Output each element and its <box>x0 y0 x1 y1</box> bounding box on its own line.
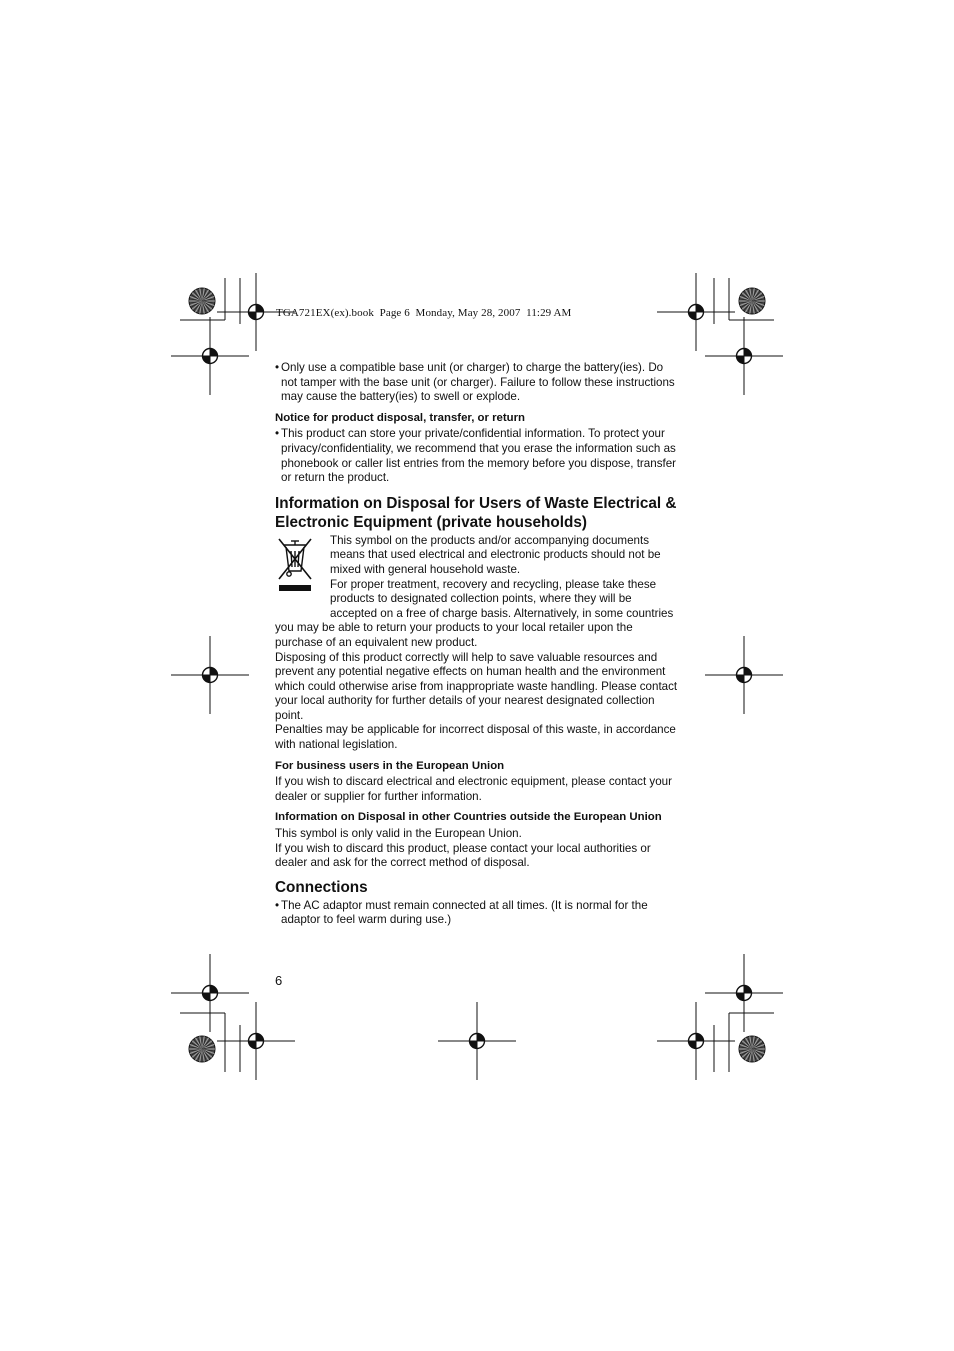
registration-target-mark <box>705 636 783 714</box>
connections-text: • The AC adaptor must remain connected at all times. (It is normal for the adaptor to feel warm during use.) <box>275 899 680 928</box>
weee-paragraph-3: Disposing of this product correctly will help to save valuable resources and prevent any potential negative effects on human health and the environment which could otherwise arise from inappropriate waste handling. Please contact your local authority for further details of your nearest designated collection point. <box>275 650 678 722</box>
registration-target-mark <box>171 954 249 1032</box>
registration-target-mark <box>171 317 249 395</box>
color-starburst-mark <box>739 1036 765 1062</box>
color-starburst-mark <box>189 288 215 314</box>
business-users-heading: For business users in the European Union <box>275 759 505 772</box>
book-header-info: TGA721EX(ex).book Page 6 Monday, May 28, 2007 11:29 AM <box>276 307 572 319</box>
manual-page-content <box>275 361 680 928</box>
color-starburst-mark <box>189 1036 215 1062</box>
registration-target-mark <box>657 273 735 351</box>
disposal-transfer-heading: Notice for product disposal, transfer, or return <box>275 411 525 424</box>
registration-target-mark <box>171 636 249 714</box>
disposal-transfer-text: • This product can store your private/confidential information. To protect your privacy/confidentiality, we recommend that you erase the information such as phonebook or caller list entries from the memory before you dispose, transfer or return the product. <box>275 427 680 485</box>
crossed-out-wheeled-bin-icon <box>275 533 330 607</box>
outside-eu-text-2: If you wish to discard this product, please contact your local authorities or dealer and ask for the correct method of disposal. <box>275 841 651 870</box>
registration-target-mark <box>657 1002 735 1080</box>
page-number: 6 <box>275 973 283 988</box>
weee-heading: Information on Disposal for Users of Waste Electrical & Electronic Equipment (private households) <box>275 494 677 531</box>
outside-eu-text-1: This symbol is only valid in the European Union. <box>275 827 522 841</box>
registration-target-mark <box>217 1002 295 1080</box>
registration-target-mark <box>705 317 783 395</box>
weee-paragraph-4: Penalties may be applicable for incorrect disposal of this waste, in accordance with national legislation. <box>275 723 676 752</box>
registration-target-mark <box>705 954 783 1032</box>
outside-eu-heading: Information on Disposal in other Countries outside the European Union <box>275 811 662 824</box>
business-users-text: If you wish to discard electrical and electronic equipment, please contact your dealer or supplier for further information. <box>275 775 672 803</box>
connections-heading: Connections <box>275 878 368 896</box>
registration-target-mark <box>438 1002 516 1080</box>
weee-paragraph-1: This symbol on the products and/or accompanying documents means that used electrical and electronic products should not be mixed with general household waste. <box>330 533 661 576</box>
weee-paragraph-2: For proper treatment, recovery and recycling, please take these products to designated collection points, where they will be accepted on a free of charge basis. Alternatively, in some countries you may be able to return your products to your local retailer upon the purchase of an equivalent new product. <box>275 577 674 649</box>
battery-notice: • Only use a compatible base unit (or charger) to charge the battery(ies). Do not tamper with the base unit (or charger). Failure to follow these instructions may cause the battery(ies) to swell or explode. <box>275 361 680 405</box>
color-starburst-mark <box>739 288 765 314</box>
